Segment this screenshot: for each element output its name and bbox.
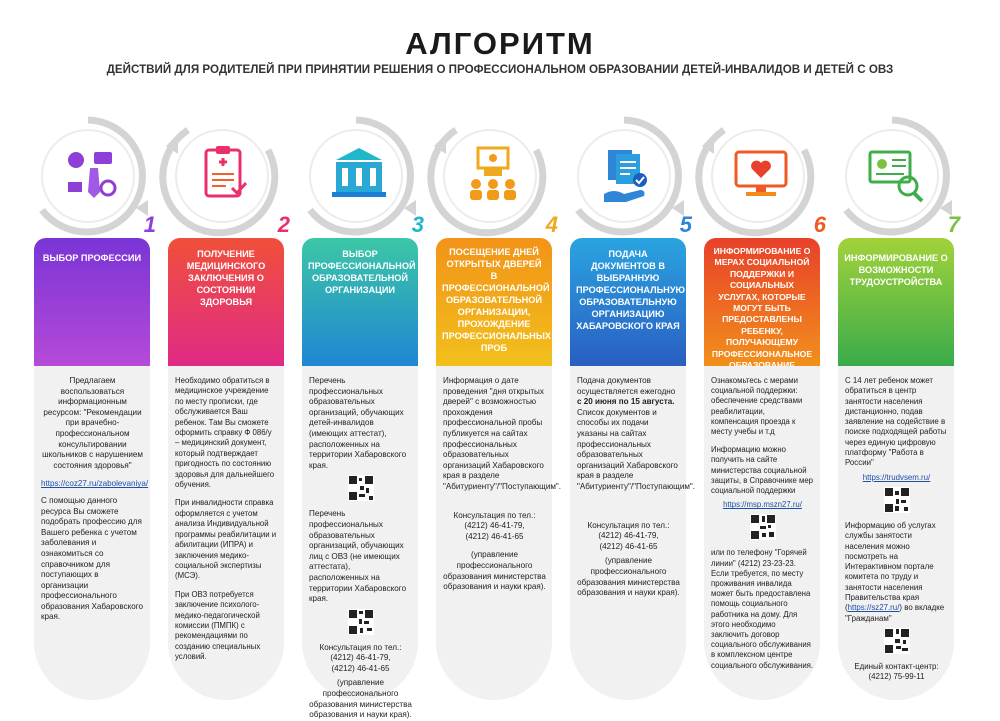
step-number: 1 <box>143 212 156 237</box>
step-text: С 14 лет ребенок может обратиться в центр занятости населения дистанционно, подав заявление на содействие в поиске подходящей работы через единую цифровую платформу "Работа в России" <box>845 376 947 468</box>
page-title: АЛГОРИТМ <box>405 26 595 61</box>
step-text: Информацию можно получить на сайте министерства социальной защиты, в Справочнике мер социальной поддержки <box>711 445 813 496</box>
phone-number: (4212) 46-41-79, <box>464 521 525 531</box>
resource-link[interactable]: https://msp.mszn27.ru/ <box>723 500 802 510</box>
step-number: 7 <box>947 212 960 237</box>
step-text: Ознакомьтесь с мерами социальной поддержки: обеспечение средствами реабилитации, компенсация проезда к месту учебы и т.д <box>711 376 803 437</box>
step-number: 5 <box>679 212 692 237</box>
profession-icon <box>54 138 128 212</box>
university-building-icon <box>322 138 396 212</box>
step-text: Информация о дате проведения "дня открытых дверей" с возможностью прохождения профессиональной пробы публикуется на сайтах профессиональных образовательных организаций Хабаровского края в разделе "Абитуриенту"/"Поступающим". <box>443 376 562 491</box>
step-column-3 <box>296 100 424 720</box>
step-heading: ПОЛУЧЕНИЕ МЕДИЦИНСКОГО ЗАКЛЮЧЕНИЯ О СОСТОЯНИИ ЗДОРОВЬЯ <box>168 238 284 366</box>
step-body <box>838 366 954 700</box>
ministry-note: (управление профессионального образования министерства образования и науки края). <box>577 556 680 598</box>
job-search-icon <box>858 138 932 212</box>
consult-label: Консультация по тел.: <box>319 642 402 652</box>
phone-number: (4212) 46-41-65 <box>331 663 390 673</box>
step-text: Необходимо обратиться в медицинское учреждение по месту прописки, где обслуживается Ваш ребенок. Там Вы сможете оформить справку Ф 086/у – медицинский документ, который подтверждает пригодность по состоянию здоровья для дальнейшего обучения. <box>175 376 275 490</box>
phone-number: (4212) 46-41-79, <box>598 531 659 541</box>
step-text: Перечень профессиональных образовательных организаций, обучающих детей-инвалидов (имеющих аттестат), расположенных на территории Хабаровского края. <box>309 376 407 470</box>
step-column-6 <box>698 100 826 706</box>
step-text: Подача документов осуществляется ежегодно с 20 июня по 15 августа. Список документов и способы их подачи указаны на сайтах профессиональных образовательных организаций Хабаровского края в разделе "Абитуриенту"/"Поступающим". <box>577 376 696 491</box>
step-text: Перечень профессиональных образовательных организаций, обучающих лиц с ОВЗ (не имеющих аттестата), расположенных на территории Хабаровского края. <box>309 509 407 604</box>
step-heading: ПОСЕЩЕНИЕ ДНЕЙ ОТКРЫТЫХ ДВЕРЕЙ В ПРОФЕССИОНАЛЬНОЙ ОБРАЗОВАТЕЛЬНОЙ ОРГАНИЗАЦИИ, ПРОХОЖДЕНИЕ ПРОФЕССИОНАЛЬНЫХ ПРОБ <box>436 238 552 366</box>
step-heading: ПОДАЧА ДОКУМЕНТОВ В ВЫБРАННУЮ ПРОФЕССИОНАЛЬНУЮ ОБРАЗОВАТЕЛЬНУЮ ОРГАНИЗАЦИЮ ХАБАРОВСКОГО КРАЯ <box>570 238 686 366</box>
step-column-2 <box>162 100 290 706</box>
step-text: При инвалидности справка оформляется с учетом анализа Индивидуальной программы реабилитации и абилитации (ИПРА) и заключения медико-социальной экспертизы (МСЭ). <box>175 498 277 581</box>
qr-code <box>750 514 776 540</box>
medical-clipboard-icon <box>188 138 262 212</box>
step-body <box>570 366 696 700</box>
step-text: С помощью данного ресурса Вы сможете подобрать профессию для Вашего ребенка с учетом заболевания и ознакомиться со справочником для поступающих в организации профессионального образования Хабаровского края. <box>41 495 144 622</box>
step-body <box>34 366 150 700</box>
open-day-audience-icon <box>456 138 530 212</box>
step-column-7 <box>832 100 960 706</box>
step-heading: ИНФОРМИРОВАНИЕ О МЕРАХ СОЦИАЛЬНОЙ ПОДДЕРЖКИ И СОЦИАЛЬНЫХ УСЛУГАХ, КОТОРЫЕ МОГУТ БЫТЬ ПРЕДОСТАВЛЕНЫ РЕБЕНКУ, ПОЛУЧАЮЩЕМУ ПРОФЕССИОНАЛЬНОЕ <box>704 238 820 366</box>
step-text: Предлагаем воспользоваться информационным ресурсом: "Рекомендации при врачебно-профессиональном консультировании школьников с нарушением состояния здоровья" <box>42 376 143 470</box>
page-subtitle: ДЕЙСТВИЙ ДЛЯ РОДИТЕЛЕЙ ПРИ ПРИНЯТИИ РЕШЕНИЯ О ПРОФЕССИОНАЛЬНОМ ОБРАЗОВАНИИ ДЕТЕЙ-ИНВАЛИДОВ И ДЕТЕЙ С ОВЗ <box>106 63 894 76</box>
qr-code <box>348 475 374 501</box>
step-text: Информацию об услугах службы занятости населения можно посмотреть на Интерактивном портале комитета по труду и занятости населения Правительства края (https://sz27.ru/) во вкладке "Гражданам" <box>845 520 945 623</box>
qr-code <box>348 609 374 635</box>
document-submit-icon <box>590 138 664 212</box>
phone-number: (4212) 46-41-65 <box>465 531 524 541</box>
step-column-4 <box>430 100 562 706</box>
contact-center-label: Единый контакт-центр: <box>854 661 939 671</box>
step-number: 4 <box>545 212 558 237</box>
step-body <box>302 366 418 720</box>
consult-label: Консультация по тел.: <box>587 520 670 530</box>
step-heading: ИНФОРМИРОВАНИЕ О ВОЗМОЖНОСТИ ТРУДОУСТРОЙСТВА <box>838 238 954 366</box>
step-body <box>436 366 562 700</box>
resource-link[interactable]: https://coz27.ru/zabolevaniya/ <box>41 479 149 489</box>
ministry-note: (управление профессионального образования министерства образования и науки края). <box>309 678 412 720</box>
qr-code <box>884 628 910 654</box>
step-heading: ВЫБОР ПРОФЕССИИ <box>34 238 150 366</box>
step-heading: ВЫБОР ПРОФЕССИОНАЛЬНОЙ ОБРАЗОВАТЕЛЬНОЙ ОРГАНИЗАЦИИ <box>302 238 418 366</box>
resource-link[interactable]: https://sz27.ru/ <box>847 603 900 613</box>
step-body <box>168 366 284 700</box>
step-text: или по телефону "Горячей линии" (4212) 23-23-23. Если требуется, по месту проживания инвалида может быть предоставлена помощь социального работника на дому. Для этого необходимо заключить договор социального обслуживания в комплексном центре социального обслуживания. <box>711 548 814 670</box>
contact-center-phone: (4212) 75-99-11 <box>868 672 925 682</box>
step-text: При ОВЗ потребуется заключение психолого-медико-педагогической комиссии (ПМПК) с рекомендациями по созданию специальных условий. <box>175 589 261 662</box>
step-column-5 <box>564 100 696 706</box>
ministry-note: (управление профессионального образования министерства образования и науки края). <box>443 550 546 592</box>
social-support-monitor-icon <box>724 138 798 212</box>
step-number: 3 <box>411 212 424 237</box>
consult-label: Консультация по тел.: <box>453 510 536 520</box>
step-number: 6 <box>813 212 826 237</box>
step-body <box>704 366 820 700</box>
step-column-1 <box>28 100 156 706</box>
resource-link[interactable]: https://trudvsem.ru/ <box>862 472 931 482</box>
phone-number: (4212) 46-41-65 <box>599 541 658 551</box>
step-number: 2 <box>277 212 290 237</box>
qr-code <box>884 487 910 513</box>
phone-number: (4212) 46-41-79, <box>330 653 391 663</box>
